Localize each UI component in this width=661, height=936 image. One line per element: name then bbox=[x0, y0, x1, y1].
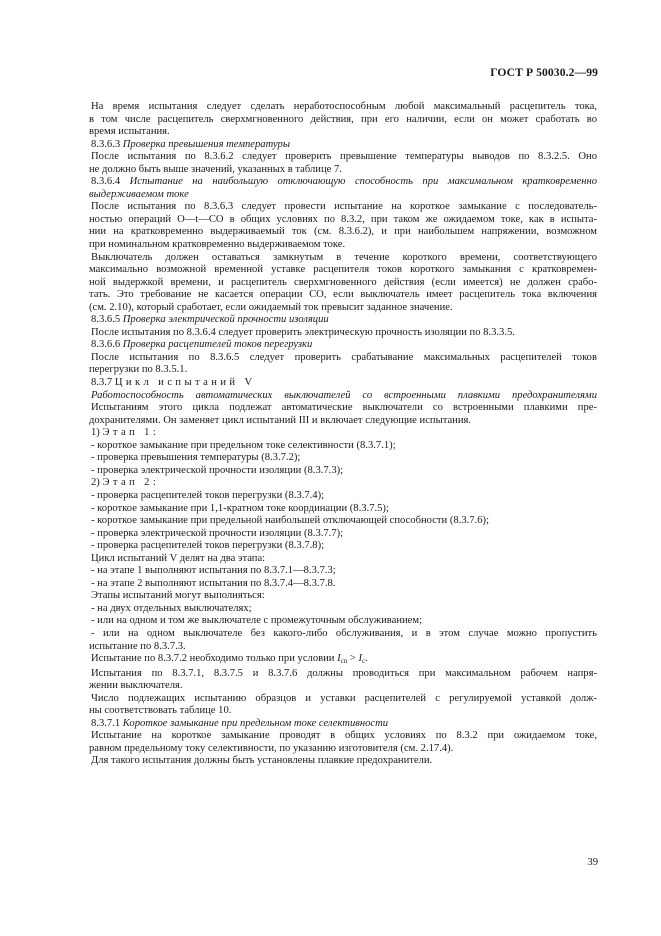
line-text: перегрузки по 8.3.5.1. bbox=[89, 364, 188, 376]
formula-part: > bbox=[347, 653, 359, 665]
text-line bbox=[89, 743, 597, 756]
line-text: - проверка превышения температуры (8.3.7.2); bbox=[91, 452, 301, 464]
line-text: - или на одном и том же выключателе с промежуточным обслуживанием; bbox=[91, 615, 423, 627]
line-text: при номинальном кратковременно выдерживаемом токе. bbox=[89, 239, 346, 251]
formula-part: I bbox=[337, 653, 341, 665]
line-text: - короткое замыкание при предельном токе селективности (8.3.7.1); bbox=[91, 439, 396, 451]
text-line bbox=[89, 189, 597, 202]
line-text: 8.3.6.3 bbox=[91, 138, 123, 150]
text-line bbox=[89, 252, 597, 265]
line-text: - на этапе 2 выполняют испытания по 8.3.7.4—8.3.7.8. bbox=[91, 577, 336, 589]
line-text: Число подлежащих испытанию образцов и уставки расцепителей с регулируемой уставкой долж- bbox=[91, 692, 597, 704]
line-text: - проверка электрической прочности изоляции (8.3.7.7); bbox=[91, 527, 344, 539]
text-line bbox=[89, 352, 597, 365]
line-text: После испытания по 8.3.6.4 следует проверить электрическую прочность изоляции по 8.3.3.5. bbox=[91, 326, 515, 338]
line-text: - проверка электрической прочности изоляции (8.3.7.3); bbox=[91, 464, 344, 476]
text-line bbox=[89, 201, 597, 214]
line-text: испытание по 8.3.7.3. bbox=[89, 640, 186, 652]
text-line bbox=[89, 553, 597, 566]
text-line bbox=[89, 239, 597, 252]
text-line bbox=[89, 755, 597, 768]
text-line bbox=[89, 452, 597, 465]
line-text: Испытание по 8.3.7.2 необходимо только при условии bbox=[91, 653, 338, 665]
italic-heading: Проверка электрической прочности изоляции bbox=[122, 314, 329, 326]
line-text: Выключатель должен оставаться замкнутым в течение короткого времени, соответствующего bbox=[91, 251, 597, 263]
text-line bbox=[89, 226, 597, 239]
line-text: Испытания по 8.3.7.1, 8.3.7.5 и 8.3.7.6 должны проводиться при максимальном рабочем напря- bbox=[91, 667, 597, 679]
text-line bbox=[89, 477, 597, 490]
text-line bbox=[89, 730, 597, 743]
text-line bbox=[89, 427, 597, 440]
text-line bbox=[89, 415, 597, 428]
line-text: На время испытания следует сделать неработоспособным любой максимальный расцепитель тока, bbox=[91, 101, 597, 112]
italic-heading: выдерживаемом токе bbox=[89, 188, 189, 200]
line-text: Испытание на короткое замыкание проводят в общих условиях по 8.3.2 при ожидаемом токе, bbox=[91, 730, 597, 742]
text-line bbox=[89, 126, 597, 139]
line-text: 8.3.6.4 bbox=[91, 176, 130, 188]
line-text: После испытания по 8.3.6.5 следует проверить срабатывание максимальных расцепителей токов bbox=[91, 351, 597, 363]
line-text: 8.3.7 bbox=[91, 377, 115, 389]
line-text: Испытаниям этого цикла подлежат автоматические выключатели со встроенными плавкими пре- bbox=[91, 402, 597, 414]
formula-part: c bbox=[362, 657, 366, 666]
text-line bbox=[89, 264, 597, 277]
line-text: - на этапе 1 выполняют испытания по 8.3.7.1—8.3.7.3; bbox=[91, 565, 336, 577]
text-line bbox=[89, 402, 597, 415]
italic-heading: Работоспособность автоматических выключателей со встроенными плавкими предохранителями bbox=[91, 389, 597, 401]
line-text: максимально возможной временной уставке расцепителя токов короткого замыкания с кратковремен- bbox=[89, 264, 597, 276]
formula-part: I bbox=[358, 653, 363, 665]
line-text: тать. Это требование не касается операции СО, если выключатель имеет расцепитель тока включения bbox=[89, 289, 597, 301]
line-text: 1) bbox=[91, 427, 103, 439]
text-line bbox=[89, 101, 597, 114]
text-line bbox=[89, 641, 597, 654]
page-number: 39 bbox=[587, 857, 598, 868]
text-line bbox=[89, 680, 597, 693]
text-line bbox=[89, 164, 597, 177]
line-text: ны соответствовать таблице 10. bbox=[89, 705, 232, 717]
text-line bbox=[89, 377, 597, 390]
text-line bbox=[89, 327, 597, 340]
text-line bbox=[89, 528, 597, 541]
line-text: - на двух отдельных выключателях; bbox=[91, 602, 252, 614]
text-line bbox=[89, 151, 597, 164]
text-line bbox=[89, 289, 597, 302]
text-line bbox=[89, 114, 597, 127]
italic-heading: Испытание на наибольшую отключающую способность при максимальном кратковременно bbox=[129, 176, 597, 188]
text-line bbox=[89, 214, 597, 227]
line-text: Для такого испытания должны быть установлены плавкие предохранители. bbox=[91, 755, 433, 767]
text-line bbox=[89, 465, 597, 478]
text-line bbox=[89, 668, 597, 681]
line-text: - или на одном выключателе без какого-либо обслуживания, и в этом случае можно пропустить bbox=[91, 627, 597, 639]
spaced-heading: Цикл испытаний V bbox=[114, 377, 256, 389]
text-line bbox=[89, 314, 597, 327]
document-body bbox=[89, 101, 597, 768]
line-text: в том числе расцепитель сверхмгновенного действия, при его наличии, если он может сработать во bbox=[89, 113, 597, 125]
line-text: - проверка расцепителей токов перегрузки (8.3.7.4); bbox=[91, 489, 325, 501]
text-line bbox=[89, 490, 597, 503]
text-line bbox=[89, 277, 597, 290]
line-text: 8.3.6.5 bbox=[91, 314, 123, 326]
text-line bbox=[89, 590, 597, 603]
text-line bbox=[89, 503, 597, 516]
text-line bbox=[89, 176, 597, 189]
text-line bbox=[89, 705, 597, 718]
line-text: время испытания. bbox=[89, 126, 170, 138]
formula bbox=[337, 653, 368, 664]
text-line bbox=[89, 390, 597, 403]
text-line bbox=[89, 515, 597, 528]
line-text: равном предельному току селективности, по указанию изготовителя (см. 2.17.4). bbox=[89, 742, 454, 754]
line-text: дохранителями. Он заменяет цикл испытаний III и включает следующие испытания. bbox=[89, 414, 472, 426]
line-text: - проверка расцепителей токов перегрузки (8.3.7.8); bbox=[91, 540, 325, 552]
line-text: 8.3.6.6 bbox=[91, 339, 123, 351]
text-line bbox=[89, 565, 597, 578]
formula-part: cn bbox=[340, 657, 348, 666]
formula-part: . bbox=[365, 653, 368, 665]
text-line bbox=[89, 339, 597, 352]
line-text: 8.3.7.1 bbox=[91, 717, 123, 729]
line-text: Цикл испытаний V делят на два этапа: bbox=[91, 552, 266, 564]
spaced-heading: Этап 2: bbox=[102, 477, 160, 489]
line-text: После испытания по 8.3.6.2 следует проверить превышение температуры выводов по 8.3.2.5. Оно bbox=[91, 151, 597, 163]
text-line bbox=[89, 540, 597, 553]
text-line bbox=[89, 139, 597, 152]
line-text: Этапы испытаний могут выполняться: bbox=[91, 590, 265, 602]
text-line bbox=[89, 628, 597, 641]
spaced-heading: Этап 1: bbox=[102, 427, 160, 439]
document-header: ГОСТ Р 50030.2—99 bbox=[490, 66, 598, 79]
line-text: нии на кратковременно выдерживаемый ток (см. 8.3.6.2), и при наибольшем напряжении, возможном bbox=[89, 226, 597, 238]
line-text: 2) bbox=[91, 477, 103, 489]
line-text: После испытания по 8.3.6.3 следует провести испытание на короткое замыкание с последователь- bbox=[91, 201, 597, 213]
text-line bbox=[89, 603, 597, 616]
italic-heading: Короткое замыкание при предельном токе селективности bbox=[122, 717, 389, 729]
line-text: не должно быть выше значений, указанных в таблице 7. bbox=[89, 163, 342, 175]
text-line bbox=[89, 302, 597, 315]
text-line bbox=[89, 693, 597, 706]
text-line bbox=[89, 578, 597, 591]
text-line bbox=[89, 615, 597, 628]
text-line bbox=[89, 718, 597, 731]
text-line bbox=[89, 440, 597, 453]
line-text: - короткое замыкание при предельной наибольшей отключающей способности (8.3.7.6); bbox=[91, 515, 490, 527]
line-text: ной выдержкой времени, и расцепитель сверхмгновенного действия (если имеется) не должен срабо- bbox=[89, 276, 597, 288]
text-line bbox=[89, 364, 597, 377]
line-text: ностью операций О—t—СО в общих условиях по 8.3.2, при таком же ожидаемом токе, как в испыта- bbox=[89, 213, 597, 225]
line-text: (см. 2.10), который сработает, если ожидаемый ток превысит заданное значение. bbox=[89, 301, 453, 313]
text-line bbox=[89, 653, 597, 668]
italic-heading: Проверка превышения температуры bbox=[122, 138, 291, 150]
line-text: - короткое замыкание при 1,1-кратном токе координации (8.3.7.5); bbox=[91, 502, 389, 514]
italic-heading: Проверка расцепителей токов перегрузки bbox=[122, 339, 313, 351]
line-text: жении выключателя. bbox=[89, 680, 183, 692]
